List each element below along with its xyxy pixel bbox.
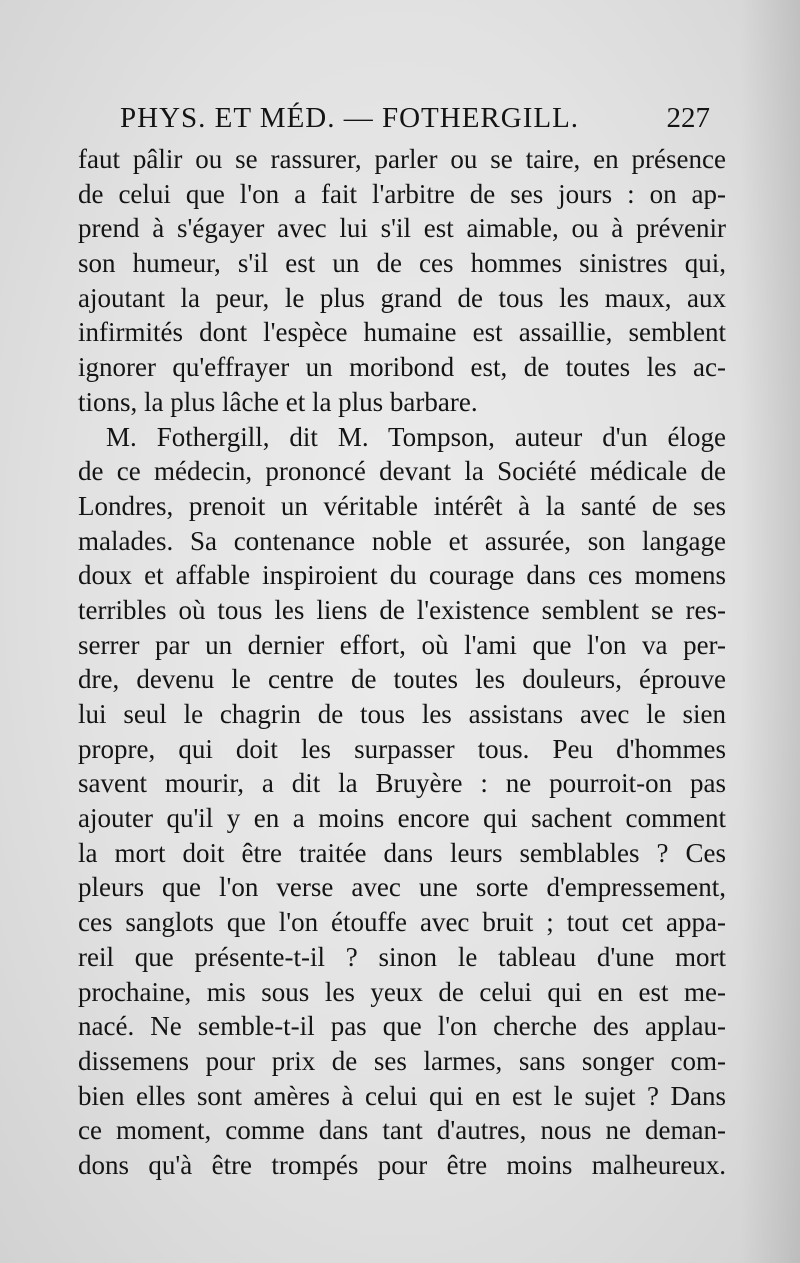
text-line: doux et affable inspiroient du courage dans ces momens: [78, 560, 726, 591]
text-line: M. Fothergill, dit M. Tompson, auteur d'un éloge: [106, 421, 726, 452]
text-line: lui seul le chagrin de tous les assistans avec le sien: [78, 699, 726, 729]
text-line: ce moment, comme dans tant d'autres, nous ne deman-: [78, 1115, 726, 1146]
text-line: prochaine, mis sous les yeux de celui qui en est me-: [78, 976, 726, 1007]
text-line: ajouter qu'il y en a moins encore qui sachent comment: [78, 803, 726, 834]
page-edge-shadow: [740, 0, 800, 1263]
text-line: reil que présente-t-il ? sinon le tableau d'une mort: [78, 941, 726, 972]
text-line: malades. Sa contenance noble et assurée, son langage: [78, 525, 726, 556]
text-line: prend à s'égayer avec lui s'il est aimable, ou à prévenir: [78, 213, 726, 244]
text-line: serrer par un dernier effort, où l'ami que l'on va per-: [78, 629, 726, 660]
running-head: [120, 102, 710, 142]
paragraph: [78, 142, 726, 420]
text-line: ajoutant la peur, le plus grand de tous les maux, aux: [78, 282, 726, 313]
text-line: dre, devenu le centre de toutes les douleurs, éprouve: [78, 664, 726, 695]
text-line: terribles où tous les liens de l'existence semblent se res-: [78, 594, 726, 625]
text-line: bien elles sont amères à celui qui en est le sujet ? Dans: [78, 1080, 726, 1111]
text-line: ignorer qu'effrayer un moribond est, de toutes les ac-: [78, 352, 726, 383]
text-line: savent mourir, a dit la Bruyère : ne pourroit-on pas: [78, 768, 726, 799]
text-line: Londres, prenoit un véritable intérêt à la santé de ses: [78, 490, 726, 521]
text-line: ces sanglots que l'on étouffe avec bruit ; tout cet appa-: [78, 907, 726, 938]
text-line: faut pâlir ou se rassurer, parler ou se taire, en présence: [78, 144, 726, 174]
text-line: nacé. Ne semble-t-il pas que l'on cherche des applau-: [78, 1011, 726, 1042]
paragraph: [78, 420, 726, 1183]
text-line: propre, qui doit les surpasser tous. Peu d'hommes: [78, 733, 726, 764]
body-text: [78, 142, 726, 1183]
text-line: son humeur, s'il est un de ces hommes sinistres qui,: [78, 248, 726, 279]
page-number: 227: [666, 102, 710, 134]
text-line: infirmités dont l'espèce humaine est assaillie, semblent: [78, 317, 726, 348]
text-line: la mort doit être traitée dans leurs semblables ? Ces: [78, 837, 726, 868]
text-line: tions, la plus lâche et la plus barbare.: [78, 386, 478, 417]
text-line: pleurs que l'on verse avec une sorte d'empressement,: [78, 872, 726, 903]
text-line: dissemens pour prix de ses larmes, sans songer com-: [78, 1045, 726, 1076]
running-head-title: PHYS. ET MÉD. — FOTHERGILL.: [120, 102, 580, 134]
text-line: dons qu'à être trompés pour être moins malheureux.: [78, 1149, 726, 1180]
text-line: de celui que l'on a fait l'arbitre de ses jours : on ap-: [78, 178, 726, 209]
text-line: de ce médecin, prononcé devant la Société médicale de: [78, 456, 726, 487]
